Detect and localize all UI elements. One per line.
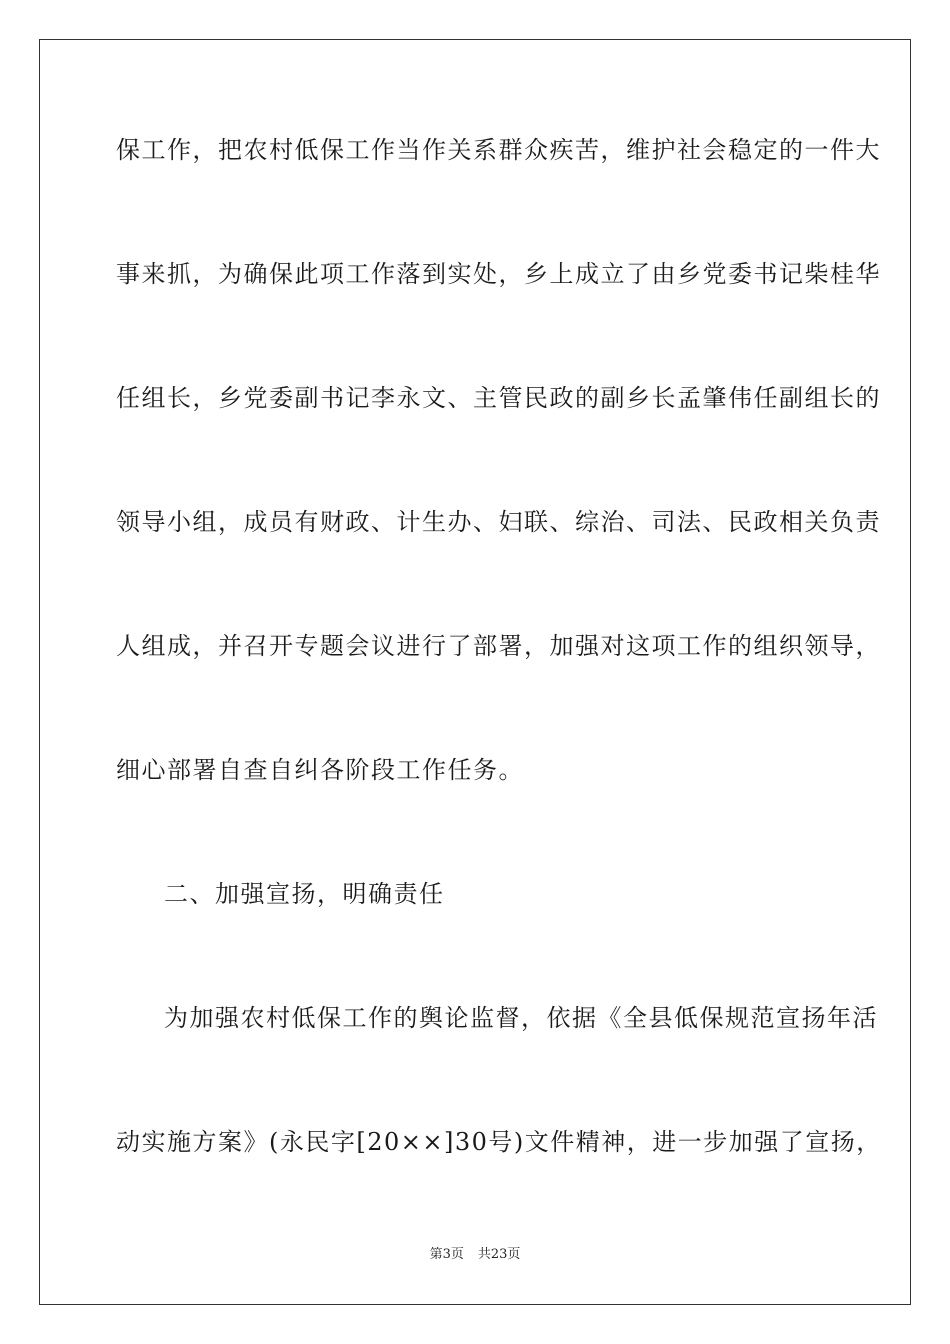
page-number: 第3页 [429,1247,464,1262]
paragraph-line: 事来抓，为确保此项工作落到实处，乡上成立了由乡党委书记柴桂华 [116,260,881,288]
page-border [39,39,911,1305]
page-total: 共23页 [477,1247,521,1262]
paragraph-line: 动实施方案》(永民字[20××]30号)文件精神，进一步加强了宣扬， [116,1128,882,1156]
paragraph-line: 保工作，把农村低保工作当作关系群众疾苦，维护社会稳定的一件大 [116,136,881,164]
paragraph-line: 任组长，乡党委副书记李永文、主管民政的副乡长孟肇伟任副组长的 [116,384,881,412]
paragraph-line: 为加强农村低保工作的舆论监督，依据《全县低保规范宣扬年活 [164,1004,878,1032]
section-heading: 二、加强宣扬，明确责任 [164,880,445,908]
paragraph-line: 领导小组，成员有财政、计生办、妇联、综治、司法、民政相关负责 [116,508,881,536]
page-footer [0,1246,950,1264]
paragraph-line: 人组成，并召开专题会议进行了部署，加强对这项工作的组织领导， [116,632,881,660]
paragraph-line: 细心部署自查自纠各阶段工作任务。 [116,756,524,784]
